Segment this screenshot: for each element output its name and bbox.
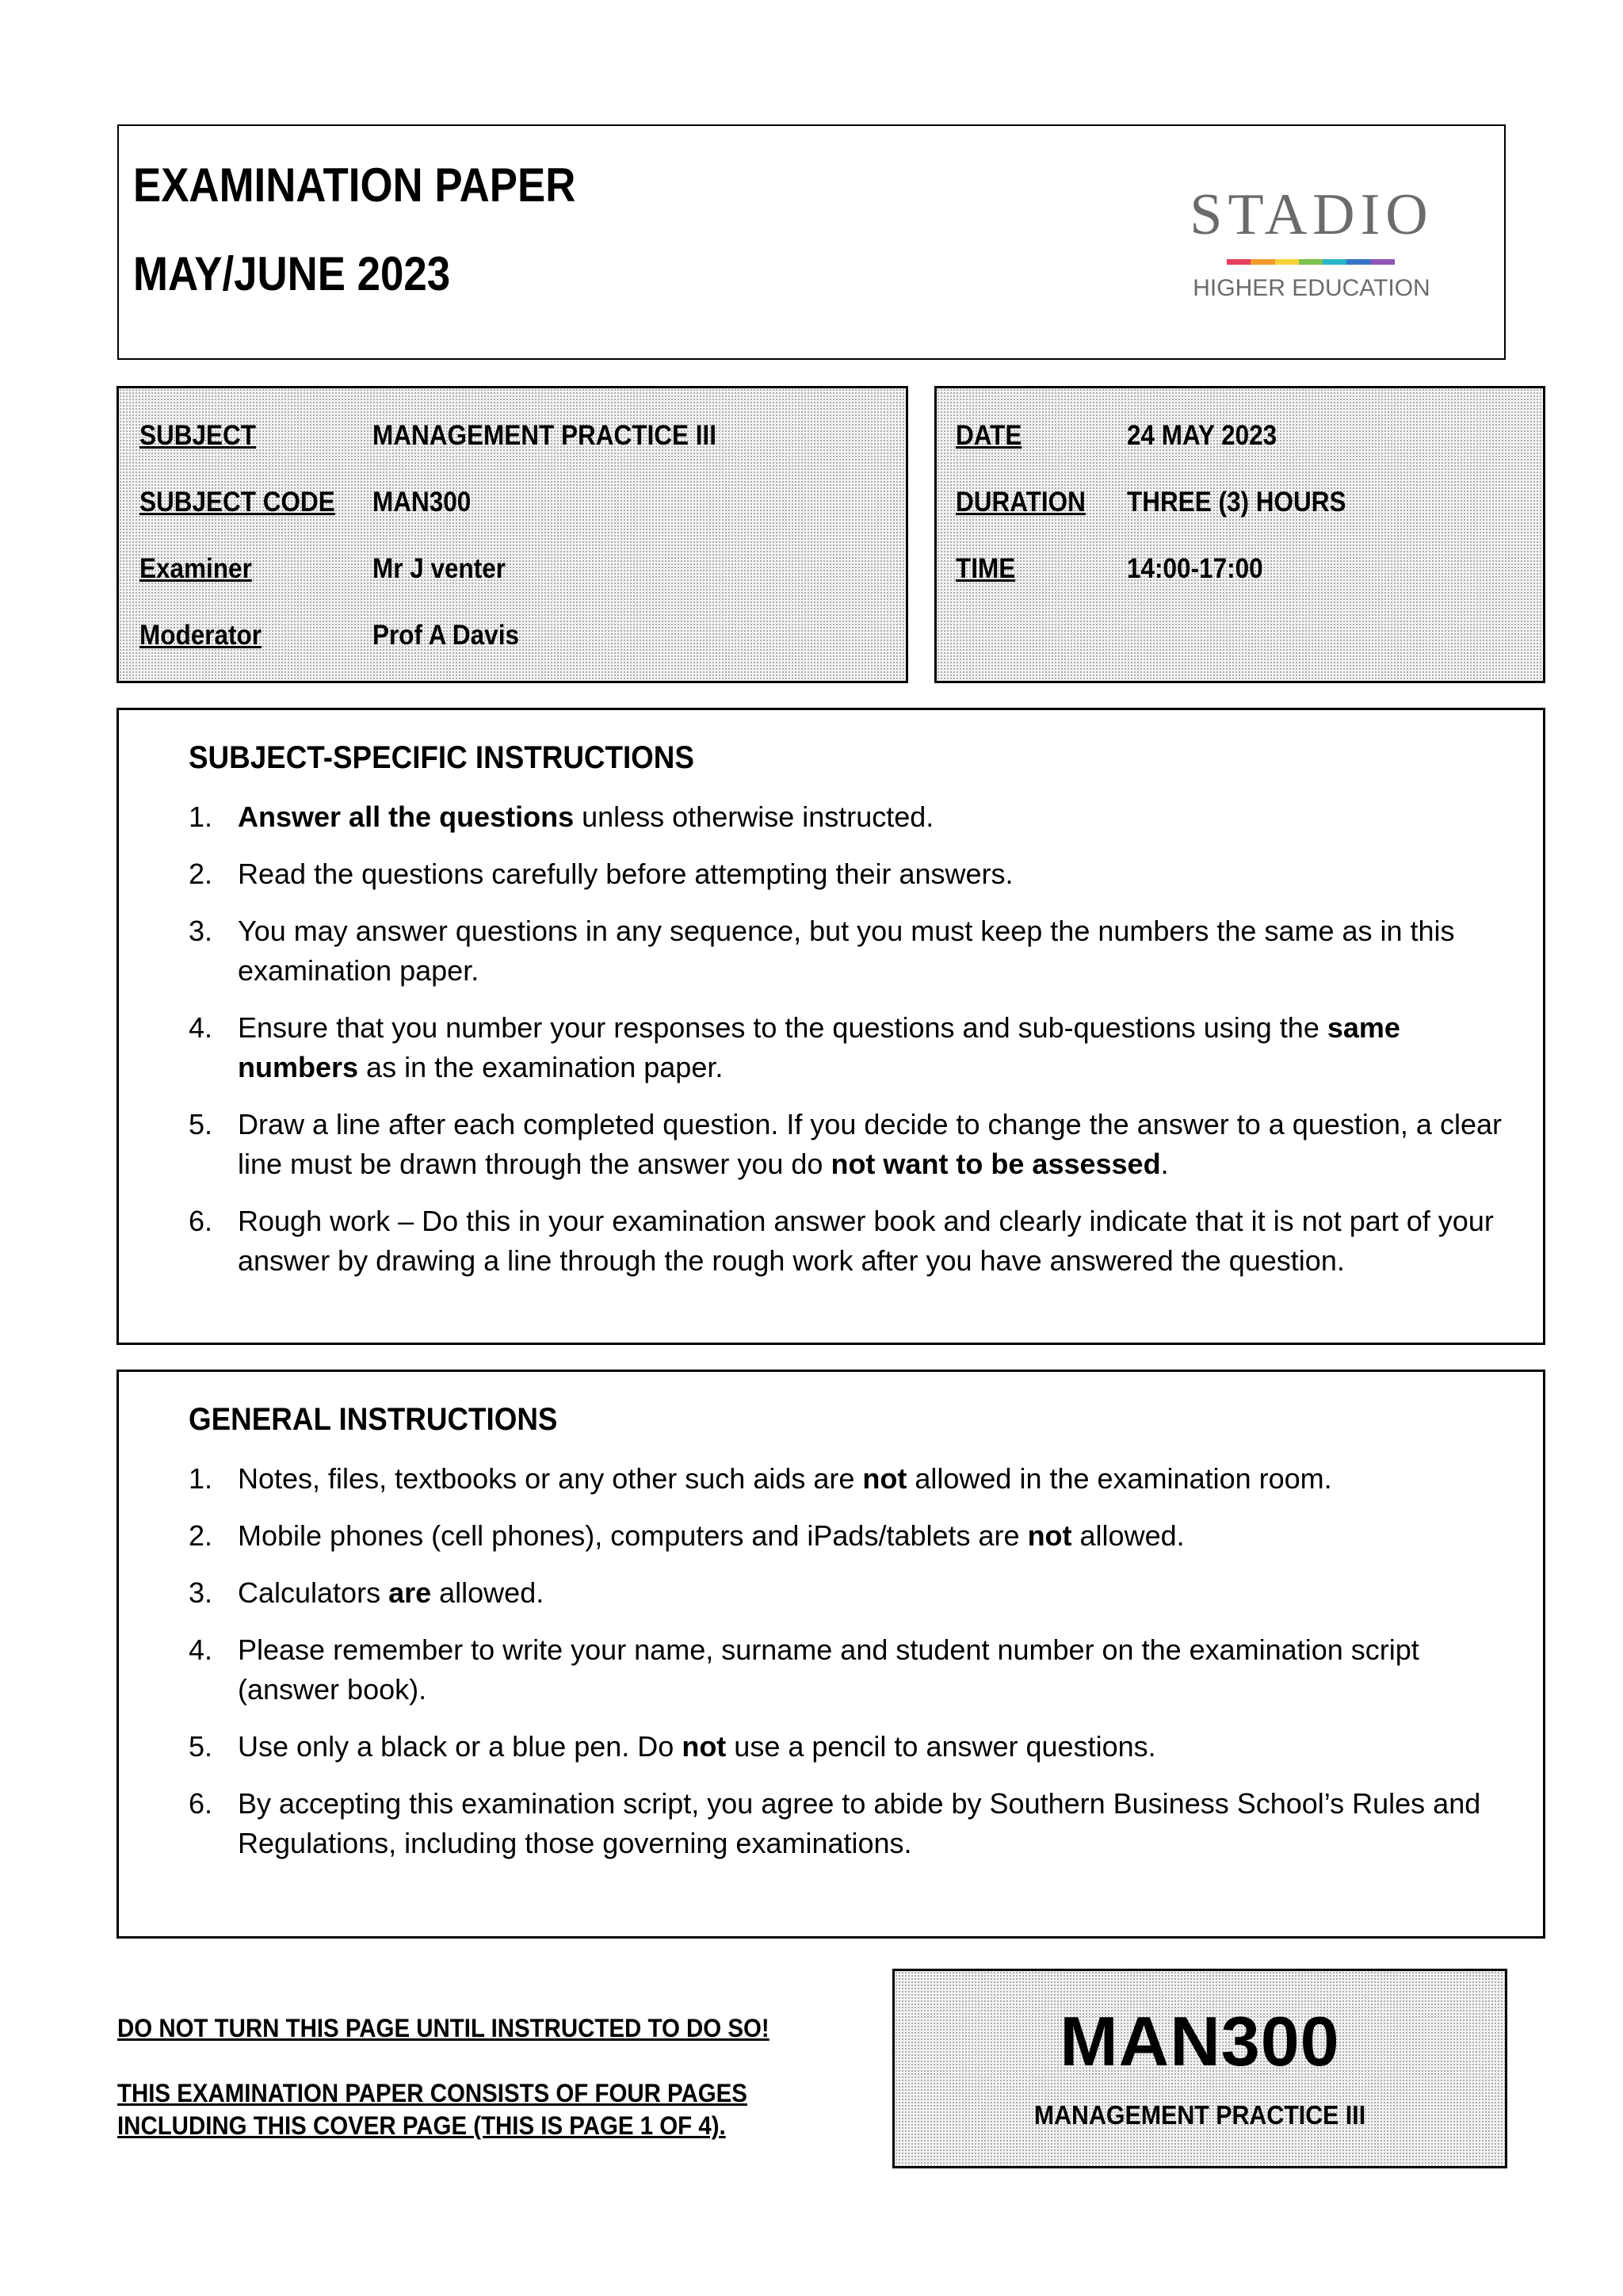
page-count-line-1: THIS EXAMINATION PAPER CONSISTS OF FOUR PAGES [117, 2079, 747, 2107]
instruction-text: Draw a line after each completed question. If you decide to change the answer to a question, a clear line must be drawn through the answer you do [238, 1108, 1502, 1180]
stadio-logo [1181, 181, 1434, 308]
instruction-text: as in the examination paper. [358, 1051, 724, 1083]
logo-wordmark: STADIO [1190, 182, 1434, 247]
instruction-number: 3. [189, 1576, 213, 1609]
logo-stripe-segment [1251, 259, 1274, 265]
subject-instructions-box [116, 708, 1545, 1345]
instruction-item [189, 1516, 1519, 1556]
subject-code-value: MAN300 [372, 487, 472, 518]
instruction-number: 2. [189, 858, 213, 890]
instruction-number: 3. [189, 915, 213, 947]
instruction-text: You may answer questions in any sequence, but you must keep the numbers the same as in this examination paper. [238, 915, 1455, 987]
examiner-label: Examiner [139, 553, 252, 584]
instruction-item [189, 1630, 1519, 1710]
duration-label: DURATION [956, 487, 1086, 518]
instruction-number: 1. [189, 800, 213, 833]
instruction-text: Please remember to write your name, surname and student number on the examination script (answer book). [238, 1633, 1419, 1706]
instruction-number: 6. [189, 1787, 213, 1820]
instruction-text: Rough work – Do this in your examination answer book and clearly indicate that it is not part of your answer by drawing a line through the rough work after you have answered the question. [238, 1205, 1494, 1277]
page-count-line-2: INCLUDING THIS COVER PAGE (THIS IS PAGE 1 OF 4). [117, 2111, 726, 2140]
exam-header [117, 124, 1506, 360]
moderator-value: Prof A Davis [372, 620, 519, 651]
duration-value: THREE (3) HOURS [1127, 487, 1346, 518]
examiner-value: Mr J venter [372, 553, 506, 584]
instruction-item [189, 1459, 1519, 1499]
time-value: 14:00-17:00 [1127, 553, 1263, 584]
subject-instructions-heading: SUBJECT-SPECIFIC INSTRUCTIONS [189, 740, 694, 775]
general-instructions-heading: GENERAL INSTRUCTIONS [189, 1402, 558, 1437]
logo-stripe-segment [1275, 259, 1299, 265]
logo-stripe-segment [1227, 259, 1251, 265]
instruction-item [189, 1573, 1519, 1613]
date-label: DATE [956, 420, 1022, 451]
instruction-item [189, 797, 1519, 837]
instruction-emphasis: not [682, 1730, 727, 1763]
instruction-item [189, 1727, 1519, 1767]
instruction-text: Ensure that you number your responses to the questions and sub-questions using the [238, 1011, 1327, 1044]
subject-label: SUBJECT [139, 420, 257, 451]
logo-tagline: HIGHER EDUCATION [1193, 275, 1430, 301]
instruction-item [189, 1105, 1519, 1184]
instruction-text: allowed in the examination room. [907, 1462, 1332, 1495]
instruction-item [189, 854, 1519, 894]
instruction-text: Mobile phones (cell phones), computers and iPads/tablets are [238, 1519, 1028, 1552]
time-label: TIME [956, 553, 1016, 584]
instruction-number: 2. [189, 1519, 213, 1552]
subject-info-box [116, 386, 908, 683]
instruction-text: Read the questions carefully before attempting their answers. [238, 858, 1014, 890]
moderator-label: Moderator [139, 620, 262, 651]
instruction-text: Use only a black or a blue pen. Do [238, 1730, 682, 1763]
instruction-item [189, 1784, 1519, 1863]
instruction-emphasis: not [862, 1462, 907, 1495]
date-value: 24 MAY 2023 [1127, 420, 1277, 451]
general-instructions-list [189, 1459, 1519, 1881]
subject-instructions-list [189, 797, 1519, 1298]
instruction-item [189, 911, 1519, 991]
logo-stripe-segment [1323, 259, 1346, 265]
instruction-item [189, 1201, 1519, 1281]
instruction-number: 1. [189, 1462, 213, 1495]
instruction-text: allowed. [431, 1576, 544, 1609]
instruction-number: 4. [189, 1011, 213, 1044]
instruction-text: . [1160, 1148, 1169, 1180]
instruction-emphasis: not [1027, 1519, 1072, 1552]
subject-value: MANAGEMENT PRACTICE III [372, 420, 717, 451]
instruction-text: unless otherwise instructed. [574, 800, 934, 833]
course-code-box [892, 1969, 1507, 2168]
course-name: MANAGEMENT PRACTICE III [1033, 2100, 1366, 2130]
logo-stripe-segment [1371, 259, 1395, 265]
subject-code-label: SUBJECT CODE [139, 487, 335, 518]
instruction-number: 5. [189, 1108, 213, 1140]
instruction-emphasis: are [388, 1576, 432, 1609]
logo-stripe-segment [1299, 259, 1323, 265]
logo-color-stripe [1227, 259, 1395, 265]
schedule-info-box [934, 386, 1545, 683]
exam-session: MAY/JUNE 2023 [133, 247, 451, 300]
instruction-number: 6. [189, 1205, 213, 1237]
instruction-number: 5. [189, 1730, 213, 1763]
logo-stripe-segment [1346, 259, 1370, 265]
instruction-text: use a pencil to answer questions. [726, 1730, 1156, 1763]
do-not-turn-warning: DO NOT TURN THIS PAGE UNTIL INSTRUCTED TO DO SO! [117, 2014, 769, 2042]
instruction-emphasis: same numbers [238, 1011, 1400, 1083]
instruction-emphasis: not want to be assessed [831, 1148, 1161, 1180]
instruction-text: By accepting this examination script, you agree to abide by Southern Business School’s Rules and Regulations, including those governing examinations. [238, 1787, 1481, 1859]
instruction-text: allowed. [1071, 1519, 1185, 1552]
instruction-text: Calculators [238, 1576, 389, 1609]
course-code: MAN300 [1060, 2002, 1340, 2080]
instruction-emphasis: Answer all the questions [238, 800, 575, 833]
exam-title: EXAMINATION PAPER [133, 159, 576, 212]
instruction-item [189, 1008, 1519, 1087]
general-instructions-box [116, 1370, 1545, 1939]
instruction-number: 4. [189, 1633, 213, 1666]
instruction-text: Notes, files, textbooks or any other such aids are [238, 1462, 863, 1495]
